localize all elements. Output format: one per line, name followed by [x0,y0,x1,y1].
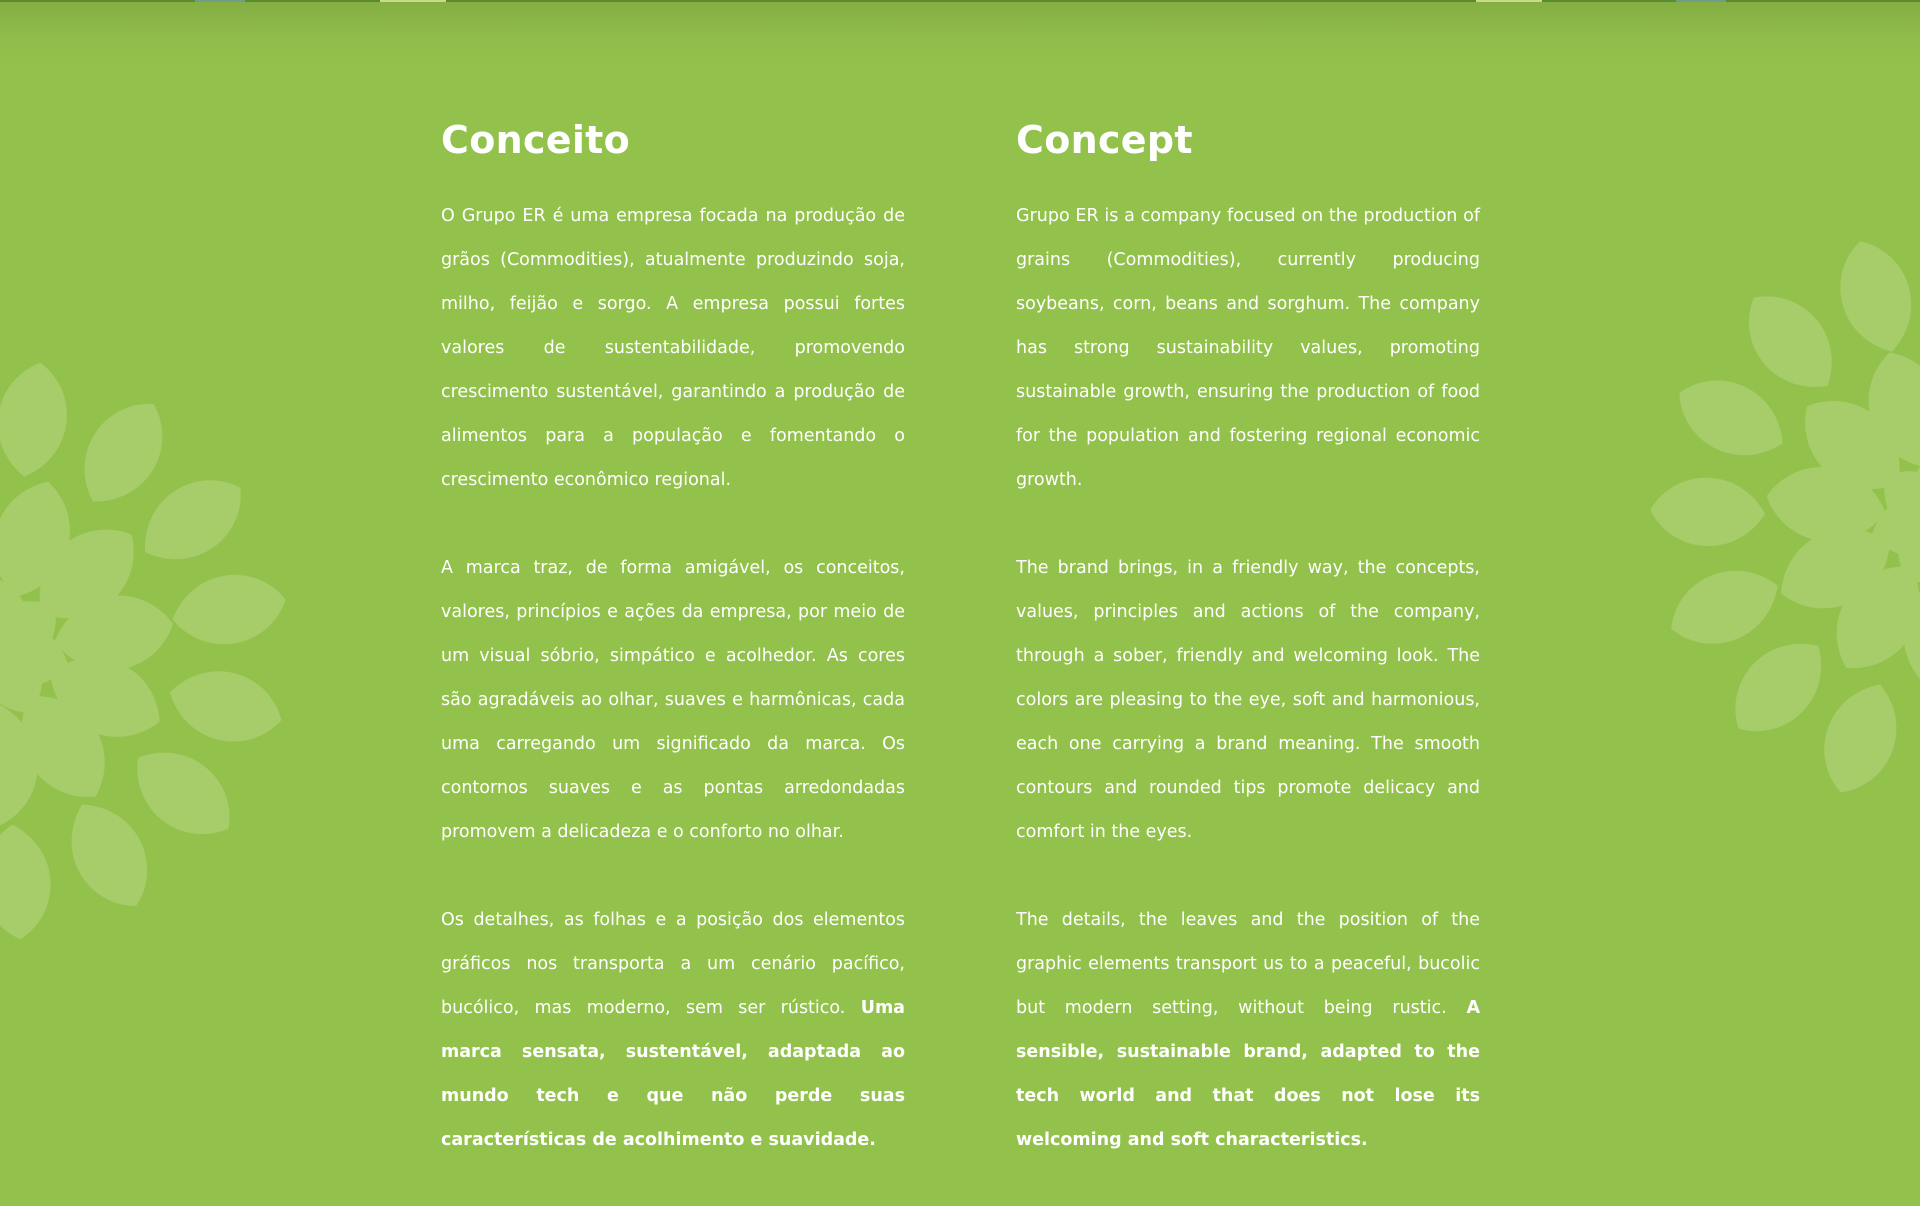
top-accent-mark [1676,0,1726,2]
concept-paragraph-pt-3-text: Os detalhes, as folhas e a posição dos elementos gráficos nos transporta a um cenário pacífico, bucólico, mas moderno, sem ser rústico. [441,910,905,1018]
top-accent-mark [380,0,446,2]
leaf-icon [52,788,166,922]
top-accent-mark [195,0,245,2]
leaf-icon [1664,362,1797,474]
concept-paragraph-en-2: The brand brings, in a friendly way, the concepts, values, principles and actions of the company, through a sober, friendly and welcoming look. The colors are pleasing to the eye, soft and harmonious, each one carrying a brand meaning. The smooth contours and rounded tips promote delicacy and comfort in the eyes. [1016,546,1480,854]
concept-paragraph-en-3-text: The details, the leaves and the position of the graphic elements transport us to a peaceful, bucolic but modern setting, without being rustic. [1016,910,1480,1018]
leaf-icon [1827,232,1920,361]
leaf-icon [1714,622,1843,752]
leaf-icon [162,659,290,753]
leaf-icon [1809,673,1913,804]
concept-paragraph-en-3 [1016,898,1480,1162]
top-border-line [0,0,1920,2]
leaf-pattern-right-icon [1580,100,1920,900]
concept-paragraph-en-1: Grupo ER is a company focused on the production of grains (Commodities), currently producing soybeans, corn, beans and sorghum. The company has strong sustainability values, promoting sustainable growth, ensuring the production of food for the population and fostering regional economic growth. [1016,194,1480,502]
top-gradient-band [0,0,1920,70]
top-accent-mark [1476,0,1542,2]
concept-emphasis-pt: Uma marca sensata, sustentável, adaptada ao mundo tech e que não perde suas características de acolhimento e suavidade. [441,998,905,1150]
concept-paragraph-pt-2: A marca traz, de forma amigável, os conceitos, valores, princípios e ações da empresa, por meio de um visual sóbrio, simpático e acolhedor. As cores são agradáveis ao olhar, suaves e harmônicas, cada uma carregando um significado da marca. Os contornos suaves e as pontas arredondadas promovem a delicadeza e o conforto no olhar. [441,546,905,854]
leaf-icon [0,358,74,481]
concept-emphasis-en: A sensible, sustainable brand, adapted to the tech world and that does not lose its welcoming and soft characteristics. [1016,998,1480,1150]
concept-english-section [1016,120,1480,1206]
concept-portuguese-section [441,120,905,1206]
concept-heading-pt: Conceito [441,120,905,160]
leaf-pattern-left-icon [0,280,340,1060]
leaf-icon [0,822,54,941]
concept-heading-en: Concept [1016,120,1480,160]
concept-paragraph-pt-1: O Grupo ER é uma empresa focada na produção de grãos (Commodities), atualmente produzindo soja, milho, feijão e sorgo. A empresa possui fortes valores de sustentabilidade, promovendo crescimento sustentável, garantindo a produção de alimentos para a população e fomentando o crescimento econômico regional. [441,194,905,502]
leaf-icon [1649,476,1766,548]
leaf-icon [1658,554,1790,661]
leaf-icon [166,566,291,653]
concept-paragraph-pt-3 [441,898,905,1162]
